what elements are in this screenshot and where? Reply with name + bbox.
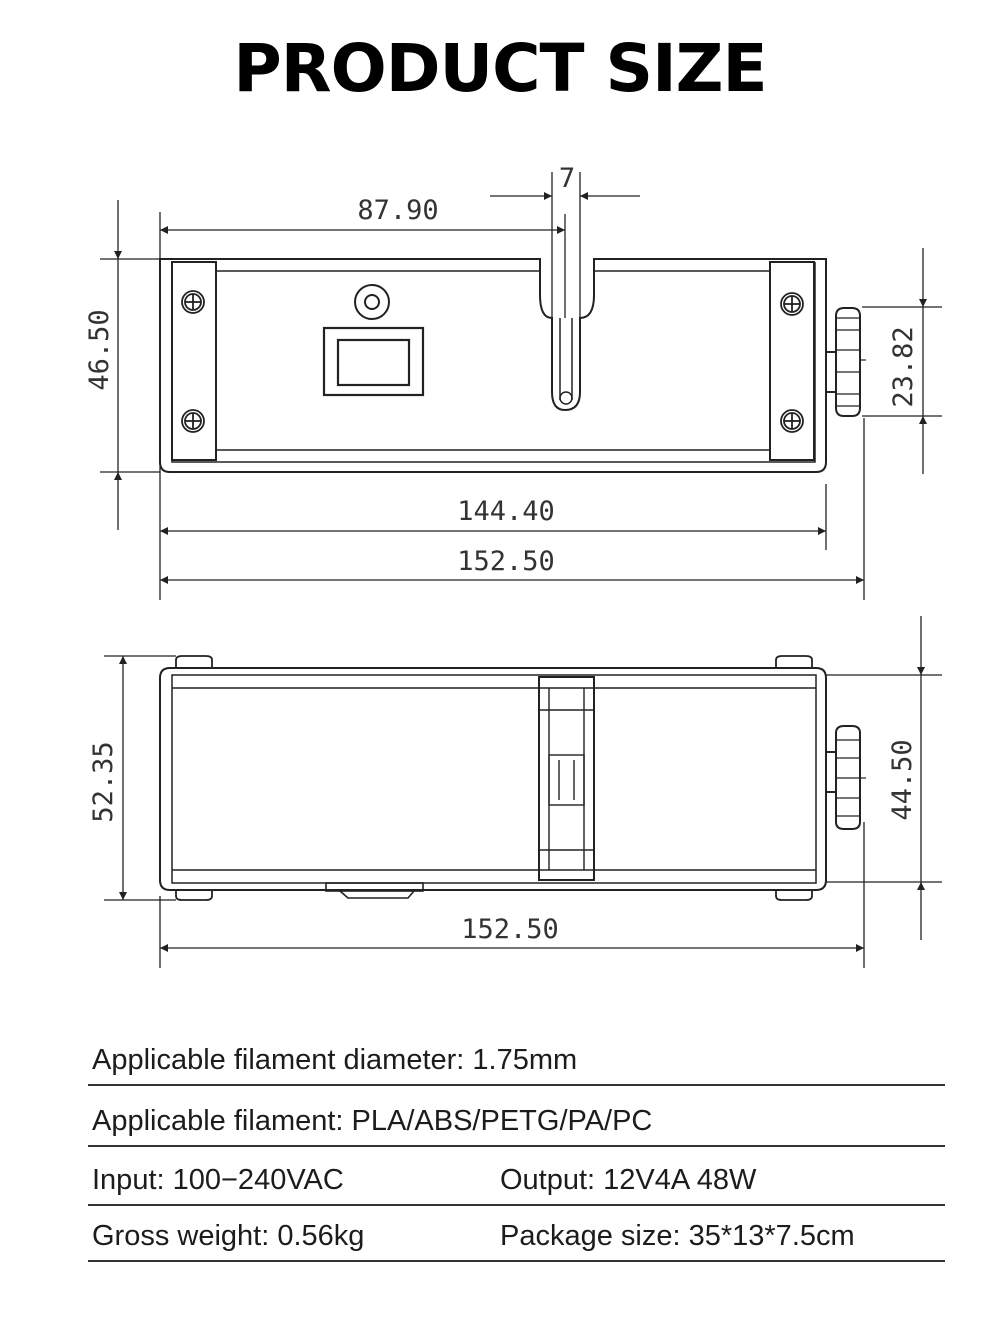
side-view-body-outline [160,668,826,890]
spec-row [88,1146,945,1206]
screw-head-icon [176,890,212,900]
top-view [160,259,866,472]
tension-knob-side-icon [826,726,866,829]
dim-label-52-35: 52.35 [88,741,119,823]
dim-label-7: 7 [558,163,576,194]
indicator-light-icon [355,285,389,319]
spec-gross-weight: Gross weight: 0.56kg [92,1220,365,1252]
spec-row [88,1087,945,1147]
dim-label-23-82: 23.82 [888,326,919,408]
dim-label-144-40: 144.40 [457,496,555,527]
top-view-dimension-labels [84,163,919,577]
screw-icon [182,410,204,432]
dim-label-87-90: 87.90 [357,195,439,226]
power-switch-side-icon [326,883,423,898]
screw-icon [781,410,803,432]
spec-input: Input: 100−240VAC [92,1164,344,1196]
spec-row [88,1202,945,1262]
dim-label-152-50-side: 152.50 [461,914,559,945]
spec-row [88,1026,945,1086]
dim-label-44-50: 44.50 [887,739,918,821]
side-view-dimension-labels [88,739,918,945]
top-view-body-outline [160,259,826,472]
spec-filament-types: Applicable filament: PLA/ABS/PETG/PA/PC [92,1105,653,1137]
screw-head-icon [176,656,212,668]
screw-head-icon [776,656,812,668]
tension-knob-icon [826,308,866,416]
spec-package-size: Package size: 35*13*7.5cm [500,1220,855,1252]
right-end-plate [770,262,814,460]
screw-head-icon [776,890,812,900]
page-title: PRODUCT SIZE [233,30,767,107]
screw-icon [781,293,803,315]
spec-output: Output: 12V4A 48W [500,1164,757,1196]
side-view [160,656,866,900]
dim-label-46-50: 46.50 [84,309,115,391]
screw-icon [182,291,204,313]
power-switch-icon [324,328,423,395]
spec-filament-diameter: Applicable filament diameter: 1.75mm [92,1044,578,1076]
dim-label-152-50-top: 152.50 [457,546,555,577]
